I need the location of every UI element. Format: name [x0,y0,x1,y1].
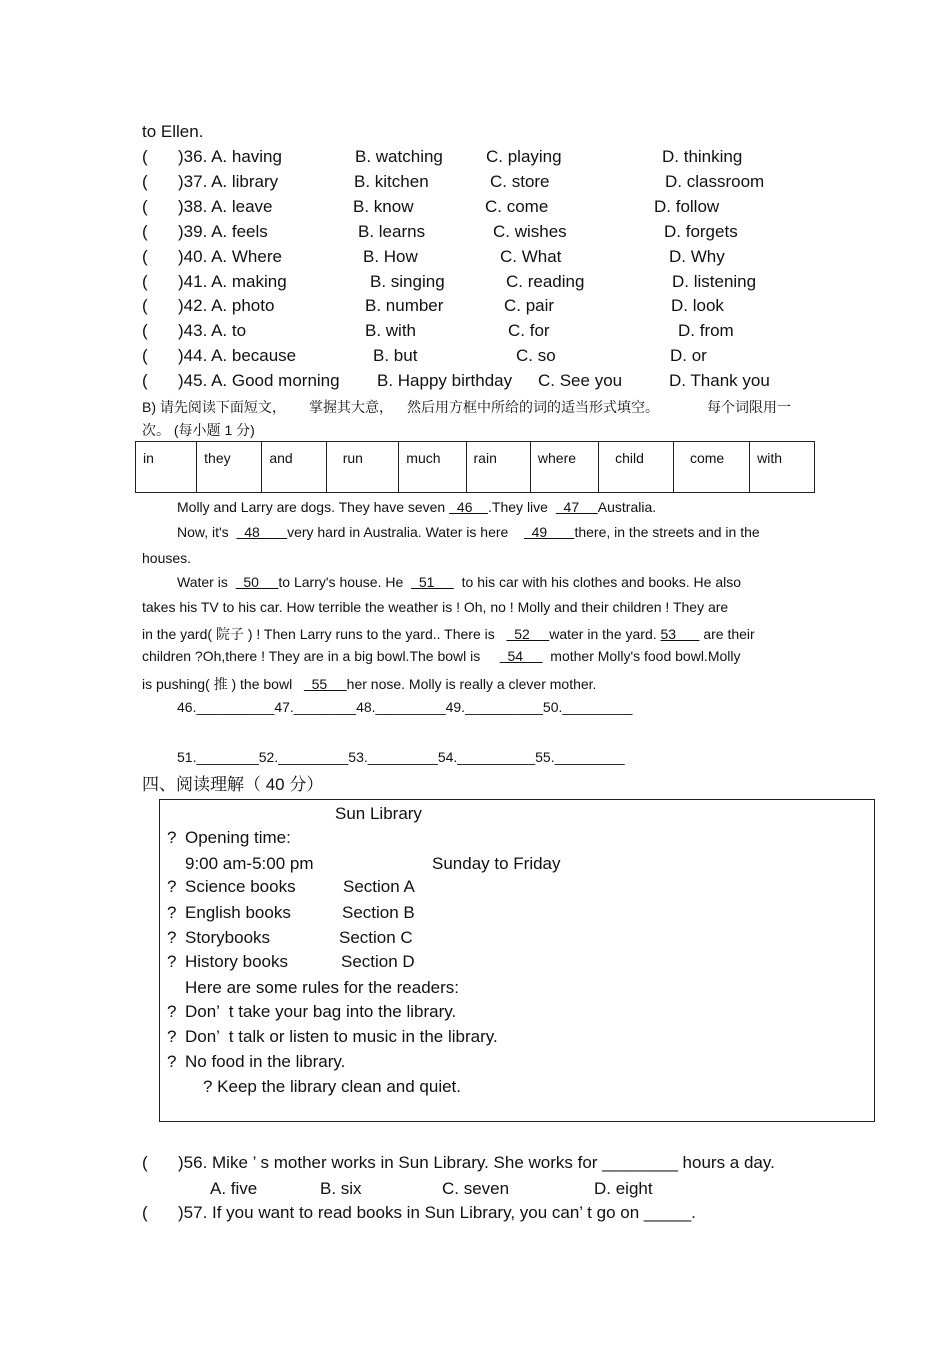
section-label: Section B [342,903,415,922]
book-category: Science books [185,877,296,896]
word-bank-item: with [750,442,815,493]
blank-53: 53 [660,626,700,642]
paren: ( [142,147,148,166]
answer-line-2: 51.________52._________53._________54.__________55._________ [177,749,625,765]
q56-option-c: C. seven [442,1179,510,1198]
answer-line-1: 46.__________47.________48._________49.__________50._________ [177,699,633,715]
word-bank-item: rain [466,442,530,493]
passage-line: houses. [142,550,192,566]
section-label: Section C [339,928,413,947]
blank-55: 55 [303,676,347,692]
blank-54: 54 [499,648,543,664]
option-b: B. know [353,197,414,216]
word-bank-item: where [530,442,598,493]
bullet: ? [167,1027,177,1046]
paren: ( [142,172,148,191]
paren: ( [142,222,148,241]
blank-52: 52 [506,626,550,642]
option-b: B. How [363,247,418,266]
option-d: D. forgets [664,222,738,241]
option-b: B. number [365,296,444,315]
option-b: B. kitchen [354,172,429,191]
opening-hours: 9:00 am-5:00 pm [185,854,314,873]
cloze-question-41: )41. A. making [178,272,287,291]
option-c: C. playing [486,147,562,166]
paren: ( [142,296,148,315]
option-d: D. or [670,346,707,365]
q56-stem: )56. Mike ’ s mother works in Sun Library. She works for ________ hours a day. [178,1153,775,1172]
rule-item: Don’ t talk or listen to music in the library. [185,1027,498,1046]
paren: ( [142,272,148,291]
option-c: C. reading [506,272,585,291]
q56-option-b: B. six [320,1179,362,1198]
option-d: D. from [678,321,734,340]
option-d: D. listening [672,272,757,291]
option-d: D. Thank you [669,371,770,390]
word-bank-item: come [673,442,749,493]
q56-option-d: D. eight [594,1179,653,1198]
bullet: ? [167,952,177,971]
rules-intro: Here are some rules for the readers: [185,978,460,997]
word-bank-item: much [399,442,466,493]
cloze-question-45: )45. A. Good morning [178,371,340,390]
section-label: Section D [341,952,415,971]
passage-line: children ?Oh,there ! They are in a big bowl.The bowl is 54 mother Molly's food bowl.Molly [142,648,741,664]
paren: ( [142,321,148,340]
intro-tail: to Ellen. [142,122,204,141]
option-c: C. See you [538,371,623,390]
blank-48: 48 [236,524,288,540]
word-bank [135,441,815,493]
option-d: D. follow [654,197,720,216]
word-bank-item: and [262,442,326,493]
passage-line: Now, it's 48 very hard in Australia. Water is here 49 there, in the streets and in the [177,524,760,540]
paren: ( [142,197,148,216]
passage-line: is pushing( 推 ) the bowl 55 her nose. Molly is really a clever mother. [142,676,597,692]
blank-49: 49 [523,524,575,540]
bullet: ? [167,828,177,847]
option-c: C. store [490,172,550,191]
section-b-instruction-2: 掌握其大意， [309,399,393,415]
bullet: ? [167,928,177,947]
blank-46: 46 [449,499,489,515]
passage-line: takes his TV to his car. How terrible the weather is ! Oh, no ! Molly and their children ! They are [142,599,729,615]
option-c: C. wishes [493,222,567,241]
cloze-question-44: )44. A. because [178,346,297,365]
bullet: ? [167,1002,177,1021]
book-category: Storybooks [185,928,271,947]
section-b-instruction-4: 每个词限用一 [707,399,791,415]
option-b: B. learns [358,222,426,241]
rule-item: Don’ t take your bag into the library. [185,1002,457,1021]
cloze-question-42: )42. A. photo [178,296,275,315]
option-c: C. for [508,321,550,340]
section-label: Section A [343,877,415,896]
paren: ( [142,247,148,266]
paren: ( [142,371,148,390]
option-d: D. Why [669,247,725,266]
word-bank-item: run [326,442,399,493]
section-b-instruction-5: 次。 (每小题 1 分) [142,422,255,438]
book-category: English books [185,903,291,922]
rule-item: No food in the library. [185,1052,346,1071]
section-4-title: 四、阅读理解（ 40 分） [142,775,324,794]
option-d: D. thinking [662,147,743,166]
paren: ( [142,346,148,365]
option-c: C. pair [504,296,555,315]
option-d: D. look [671,296,724,315]
paren: ( [142,1203,148,1222]
option-b: B. singing [370,272,445,291]
cloze-question-36: )36. A. having [178,147,282,166]
word-bank-item: in [136,442,197,493]
section-b-instruction-3: 然后用方框中所给的词的适当形式填空。 [407,399,659,415]
passage-line: Water is 50 to Larry's house. He 51 to his car with his clothes and books. He also [177,574,742,590]
cloze-question-40: )40. A. Where [178,247,282,266]
section-b-instruction-1: B) 请先阅读下面短文， [142,399,286,415]
cloze-question-38: )38. A. leave [178,197,273,216]
book-category: History books [185,952,288,971]
library-title: Sun Library [335,804,422,823]
cloze-question-39: )39. A. feels [178,222,268,241]
word-bank-item: they [197,442,262,493]
paren: ( [142,1153,148,1172]
blank-51: 51 [411,574,454,590]
option-c: C. so [516,346,556,365]
option-b: B. with [365,321,417,340]
bullet: ? [167,1052,177,1071]
option-c: C. come [485,197,549,216]
option-b: B. but [373,346,418,365]
passage-line: in the yard( 院子 ) ! Then Larry runs to the yard.. There is 52 water in the yard. 53 are their [142,626,755,642]
option-d: D. classroom [665,172,765,191]
cloze-question-43: )43. A. to [178,321,247,340]
q57-stem: )57. If you want to read books in Sun Library, you can’ t go on _____. [178,1203,696,1222]
rule-item: ? Keep the library clean and quiet. [203,1077,462,1096]
option-c: C. What [500,247,562,266]
bullet: ? [167,903,177,922]
blank-47: 47 [555,499,598,515]
q56-option-a: A. five [210,1179,258,1198]
blank-50: 50 [235,574,279,590]
opening-days: Sunday to Friday [432,854,561,873]
bullet: ? [167,877,177,896]
option-b: B. Happy birthday [377,371,513,390]
cloze-question-37: )37. A. library [178,172,279,191]
opening-time-label: Opening time: [185,828,291,847]
passage-line: Molly and Larry are dogs. They have seven 46 .They live 47 Australia. [177,499,657,515]
option-b: B. watching [355,147,443,166]
word-bank-item: child [599,442,674,493]
